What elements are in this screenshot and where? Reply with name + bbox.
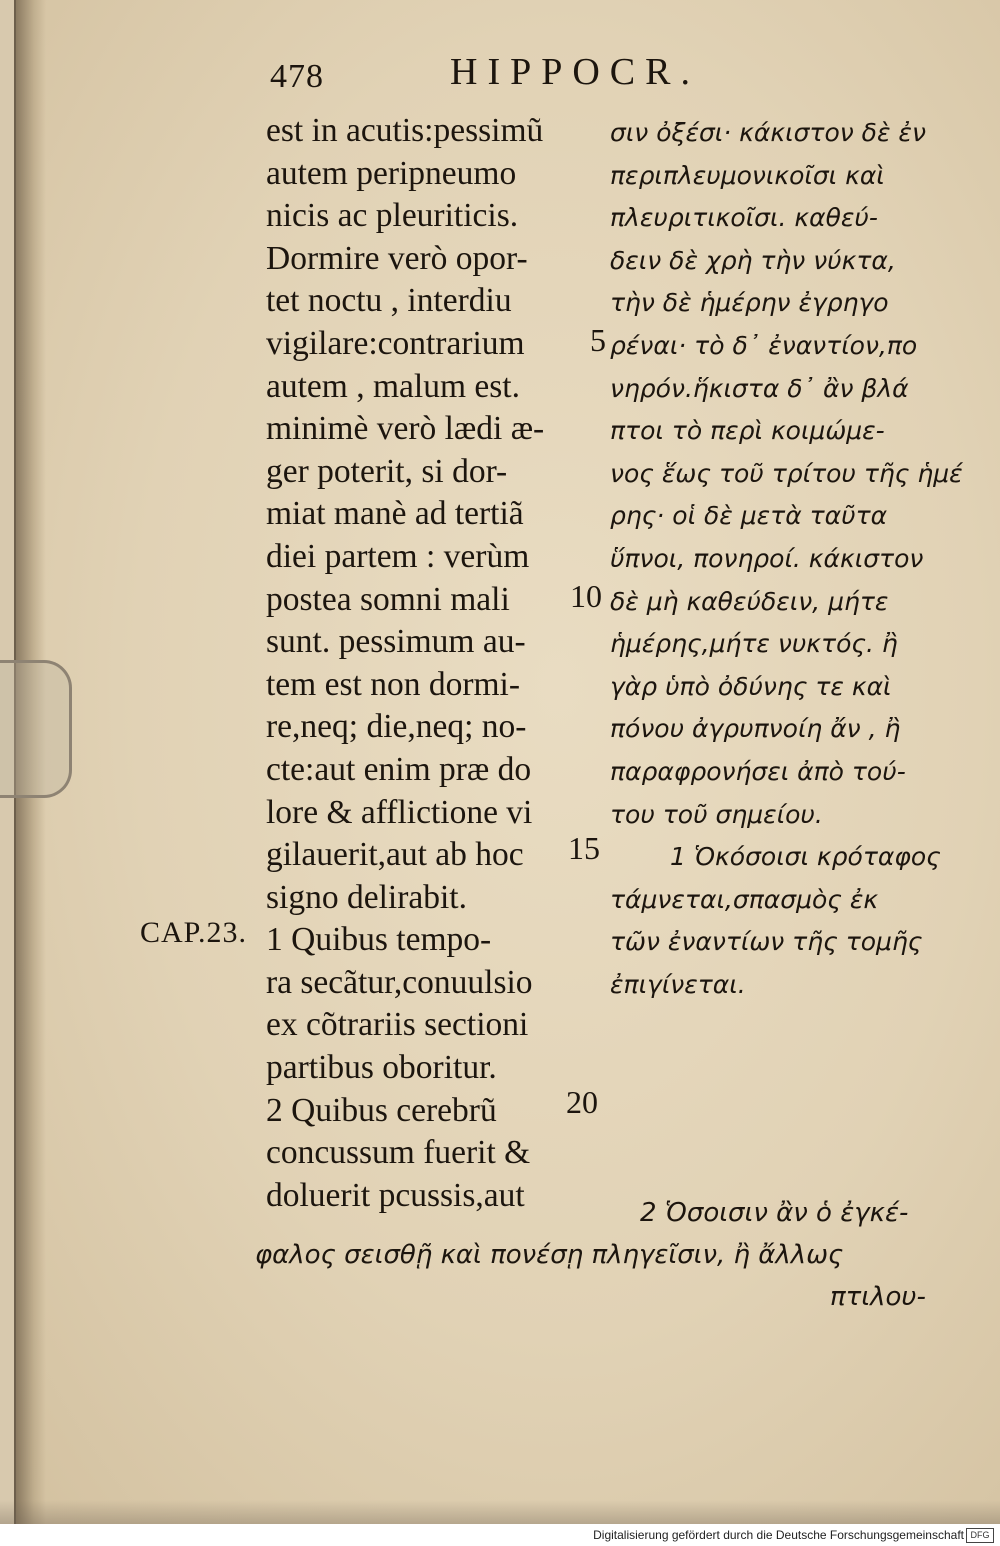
- page-number: 478: [270, 58, 324, 95]
- chapter-marker: CAP.23.: [140, 916, 248, 949]
- latin-line: concussum fuerit &: [266, 1134, 531, 1172]
- latin-line: tet noctu , interdiu: [266, 282, 512, 320]
- latin-line: tem est non dormi-: [266, 665, 520, 703]
- line-number: 15: [568, 830, 600, 866]
- page-clip-icon: [0, 660, 72, 798]
- latin-line: vigilare:contrarium: [266, 324, 525, 362]
- greek-line: του τοῦ σημείου.: [610, 799, 823, 829]
- greek-line: δὲ μὴ καθεύδειν, μήτε: [610, 586, 889, 616]
- latin-line: postea somni mali: [266, 580, 510, 618]
- latin-line: sunt. pessimum au-: [266, 623, 526, 661]
- greek-line: ἐπιγίνεται.: [610, 969, 746, 999]
- latin-line: ger poterit, si dor-: [266, 452, 508, 490]
- greek-line: νηρόν.ἥκιστα δ᾽ ἂν βλά: [610, 373, 909, 403]
- greek-line: δειν δὲ χρὴ τὴν νύκτα,: [610, 245, 896, 275]
- footer-credit: Digitalisierung gefördert durch die Deutsche Forschungsgemeinschaft: [593, 1528, 964, 1542]
- greek-line: τῶν ἐναντίων τῆς τομῆς: [610, 927, 923, 957]
- greek-column: [610, 112, 963, 1006]
- greek-line: ρέναι· τὸ δ᾽ ἐναντίον,πο: [610, 330, 918, 360]
- greek-line: πόνου ἀγρυπνοίη ἄν , ἢ: [610, 714, 901, 744]
- greek-line: ρης· οἱ δὲ μετὰ ταῦτα: [610, 501, 888, 531]
- greek-line: πλευριτικοῖσι. καθεύ-: [610, 203, 878, 233]
- latin-line: autem , malum est.: [266, 367, 520, 405]
- greek-line: σιν ὀξέσι· κάκιστον δὲ ἐν: [610, 118, 926, 147]
- latin-line: doluerit pcussis,aut: [266, 1176, 525, 1214]
- line-number: 5: [590, 322, 606, 358]
- latin-line: ex cõtrariis sectioni: [266, 1006, 529, 1044]
- latin-line: est in acutis:pessimũ: [266, 112, 544, 149]
- latin-line: nicis ac pleuriticis.: [266, 197, 519, 235]
- greek-line: πτιλου-: [830, 1282, 926, 1312]
- latin-line: partibus oboritur.: [266, 1049, 497, 1087]
- greek-line: περιπλευμονικοῖσι καὶ: [610, 160, 885, 190]
- latin-line: 2 Quibus cerebrũ: [266, 1091, 497, 1129]
- greek-line: ὕπνοι, πονηροί. κάκιστον: [610, 543, 924, 573]
- running-title: HIPPOCR.: [450, 51, 700, 93]
- latin-line: ra secãtur,conuulsio: [266, 963, 533, 1001]
- latin-line: re,neq; die,neq; no-: [266, 708, 527, 746]
- greek-line: νος ἕως τοῦ τρίτου τῆς ἡμέ: [610, 458, 963, 488]
- latin-line: Dormire verò opor-: [266, 239, 528, 277]
- latin-line: diei partem : verùm: [266, 537, 530, 575]
- greek-full-width-block: [255, 1198, 945, 1318]
- greek-line: 2 Ὁσοισιν ἂν ὁ ἐγκέ-: [640, 1198, 909, 1228]
- latin-column: [266, 110, 566, 1217]
- greek-line: παραφρονήσει ἀπὸ τού-: [610, 756, 906, 786]
- greek-line: γὰρ ὑπὸ ὀδύνης τε καὶ: [610, 671, 892, 701]
- greek-line: φαλος σεισθῇ καὶ πονέσῃ πληγεῖσιν, ἢ ἄλλως: [255, 1240, 844, 1270]
- greek-line: ἡμέρης,μήτε νυκτός. ἢ: [610, 629, 898, 659]
- greek-line: πτοι τὸ περὶ κοιμώμε-: [610, 416, 885, 446]
- line-number: 20: [566, 1084, 598, 1120]
- dfg-logo-icon: DFG: [966, 1528, 994, 1543]
- latin-line: miat manè ad tertiã: [266, 495, 524, 533]
- latin-line: autem peripneumo: [266, 154, 517, 192]
- latin-line: gilauerit,aut ab hoc: [266, 836, 524, 874]
- greek-line: 1 Ὁκόσοισι κρόταφος: [670, 842, 941, 872]
- line-number: 10: [570, 578, 602, 614]
- latin-line: minimè verò lædi æ-: [266, 410, 545, 448]
- latin-line: 1 Quibus tempo-: [266, 921, 492, 959]
- latin-line: lore & afflictione vi: [266, 793, 533, 831]
- footer-bar: [0, 1524, 1000, 1546]
- page-bottom-shadow: [0, 1500, 1000, 1524]
- greek-line: τὴν δὲ ἡμέρην ἐγρηγο: [610, 288, 889, 318]
- greek-line: τάμνεται,σπασμὸς ἐκ: [610, 884, 879, 914]
- latin-line: signo delirabit.: [266, 878, 467, 916]
- latin-line: cte:aut enim præ do: [266, 750, 532, 788]
